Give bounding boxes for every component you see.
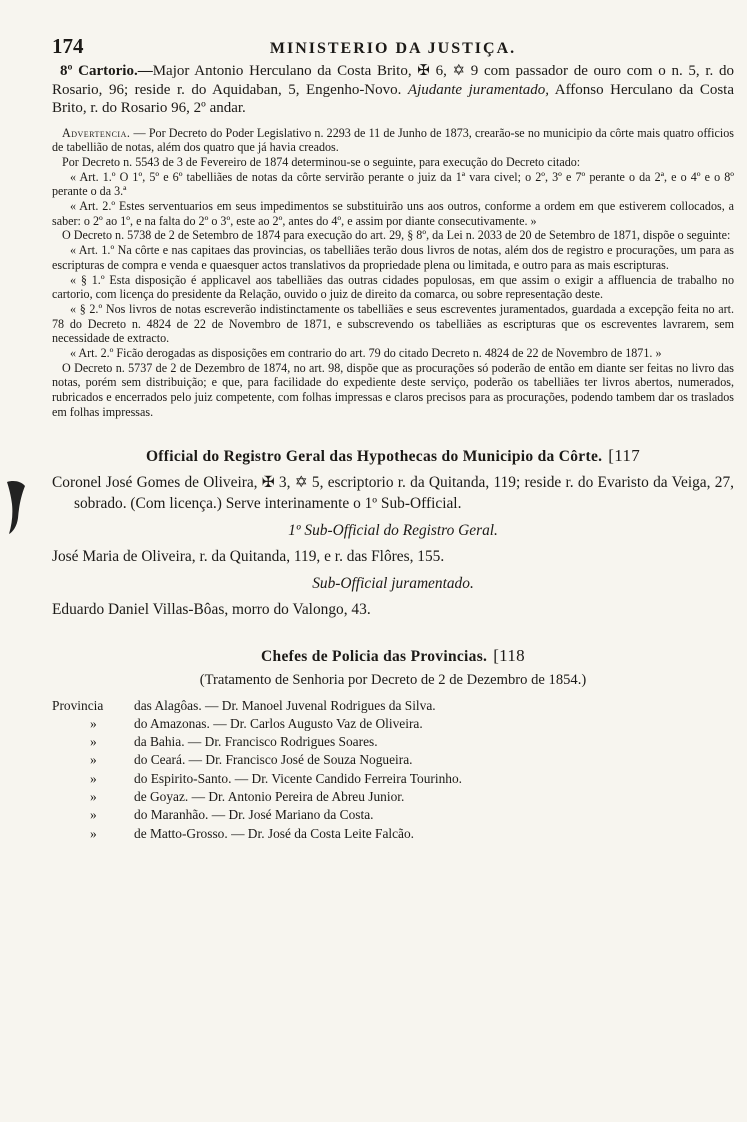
page-number: 174 xyxy=(52,34,84,58)
cartorio-8-entry xyxy=(52,62,734,118)
chefes-section-title: Chefes de Policia das Provincias. [118 xyxy=(261,645,525,665)
advertencia-paragraph: « Art. 2.º Estes serventuarios em seus impedimentos se substituirão uns aos outros, conforme a ordem em que estiverem collocados, a saber: o 2º ao 1º, e na falta do 2º o 3º, este ao 2º, antes do 4º, e assim por diante consecutivamente. » xyxy=(52,199,734,228)
cartorio-text: Major Antonio Herculano da Costa Brito, ✠ 6, ✡ 9 com passador de ouro com o n. 5, r. do Rosario, 96; reside r. do Aquidaban, 5, Engenho-Novo. xyxy=(52,63,735,98)
ditto-mark: » xyxy=(90,734,97,750)
ditto-mark: » xyxy=(90,825,97,841)
ditto-mark: » xyxy=(90,715,97,731)
ditto-mark: » xyxy=(90,770,97,786)
sub-official-juramentado-name: Eduardo Daniel Villas-Bôas, morro do Valongo, 43. xyxy=(52,600,371,618)
advertencia-label: Advertencia. xyxy=(62,125,131,140)
advertencia-intro: Advertencia. — Por Decreto do Poder Legislativo n. 2293 de 11 de Junho de 1873, crearão-se no municipio da côrte mais quatro officios de tabellião de notas, além dos quatro que já havia creados. xyxy=(52,125,734,155)
list-item: » do Ceará. — Dr. Francisco José de Souza Nogueira. xyxy=(52,751,734,769)
advertencia-paragraph: O Decreto n. 5737 de 2 de Dezembro de 1874, no art. 98, dispõe que as procurações só poderão de então em diante ser feitas no livro das notas, porém sem distribuição; e que, para facilidade do expediente deste serviço, poderão os tabelliães ter livros abertos, numerados, rubricados e encerrados pelo juiz competente, com folhas impressas e claros precisos para as procurações, podendo tambem dar os traslados em folhas impressas. xyxy=(52,360,734,419)
ajudante-text: Affonso Herculano da Costa Brito, r. do Rosario 96, 2º andar. xyxy=(52,81,734,116)
sub-official-name: José Maria de Oliveira, r. da Quitanda, 119, e r. das Flôres, 155. xyxy=(52,547,445,565)
page-body xyxy=(52,34,734,843)
advertencia-block xyxy=(52,126,734,420)
running-head: MINISTERIO DA JUSTIÇA. xyxy=(269,40,517,57)
cartorio-label: 8º Cartorio.— xyxy=(60,63,153,79)
list-item: » do Amazonas. — Dr. Carlos Augusto Vaz de Oliveira. xyxy=(52,715,734,733)
advertencia-paragraph: « Art. 2.º Ficão derogadas as disposições em contrario do art. 79 do citado Decreto n. 4824 de 22 de Novembro de 1871. » xyxy=(70,346,662,361)
list-item: » de Goyaz. — Dr. Antonio Pereira de Abreu Junior. xyxy=(52,788,734,806)
ditto-mark: » xyxy=(90,752,97,768)
margin-ink-mark xyxy=(3,478,29,538)
chefes-subtitle: (Tratamento de Senhoria por Decreto de 2 de Dezembro de 1854.) xyxy=(199,671,587,688)
advertencia-paragraph: O Decreto n. 5738 de 2 de Setembro de 1874 para execução do art. 29, § 8º, da Lei n. 2033 de 20 de Setembro de 1871, dispõe o seguinte: xyxy=(62,228,731,243)
ajudante-label: Ajudante juramentado, xyxy=(407,81,550,98)
registro-official: Coronel José Gomes de Oliveira, ✠ 3, ✡ 5, escriptorio r. da Quitanda, 119; reside r. do Evaristo da Veiga, 27, sobrado. (Com licença.) Serve interinamente o 1º Sub-Official. xyxy=(52,473,734,512)
province-label: Provincia xyxy=(52,697,104,713)
sub-official-juramentado-heading: Sub-Official juramentado. xyxy=(312,574,474,592)
list-item: » do Maranhão. — Dr. José Mariano da Costa. xyxy=(52,806,734,824)
list-item: Provincia das Alagôas. — Dr. Manoel Juvenal Rodrigues da Silva. xyxy=(52,697,734,715)
list-item: » de Matto-Grosso. — Dr. José da Costa Leite Falcão. xyxy=(52,825,734,843)
advertencia-paragraph: « Art. 1.º O 1º, 5º e 6º tabelliães de notas da côrte servirão perante o juiz da 1ª vara civel; o 2º, 3º e 7º perante o da 2ª, e o 4º e o 8º perante o da 3.ª xyxy=(52,169,734,199)
section-number: [118 xyxy=(493,645,525,665)
ditto-mark: » xyxy=(90,807,97,823)
chefes-list xyxy=(52,697,734,843)
sub-official-heading: 1º Sub-Official do Registro Geral. xyxy=(288,521,498,539)
advertencia-paragraph: « § 2.º Nos livros de notas escreverão indistinctamente os tabelliães e seus escreventes juramentados, guardada a excepção feita no art. 78 do Decreto n. 4824 de 22 de Novembro de 1871, e subscrevendo os tabelliães as escripturas que os escreventes lavrarem, sem necessidade de extracto. xyxy=(52,301,734,346)
advertencia-paragraph: « Art. 1.º Na côrte e nas capitaes das provincias, os tabelliães terão dous livros de notas, além dos de registro e procurações, um para as escripturas de compra e venda e quaesquer actos translativos da propriedade plena ou limitada, e outro para as mais escripturas. xyxy=(52,243,734,272)
ditto-mark: » xyxy=(90,789,97,805)
section-number: [117 xyxy=(608,445,641,465)
registro-section-title: Official do Registro Geral das Hypothecas do Municipio da Côrte. [117 xyxy=(145,445,641,465)
page-header xyxy=(52,34,734,60)
list-item: » do Espirito-Santo. — Dr. Vicente Candido Ferreira Tourinho. xyxy=(52,770,734,788)
list-item: » da Bahia. — Dr. Francisco Rodrigues Soares. xyxy=(52,733,734,751)
advertencia-paragraph: Por Decreto n. 5543 de 3 de Fevereiro de 1874 determinou-se o seguinte, para execução do Decreto citado: xyxy=(62,154,581,169)
advertencia-paragraph: « § 1.º Esta disposição é applicavel aos tabelliães das outras cidades populosas, em que assim o exigir a affluencia de trabalho no cartorio, com licença do presidente da Relação, ouvido o juiz de direito da comarca, ou sobre representação deste. xyxy=(52,272,734,302)
